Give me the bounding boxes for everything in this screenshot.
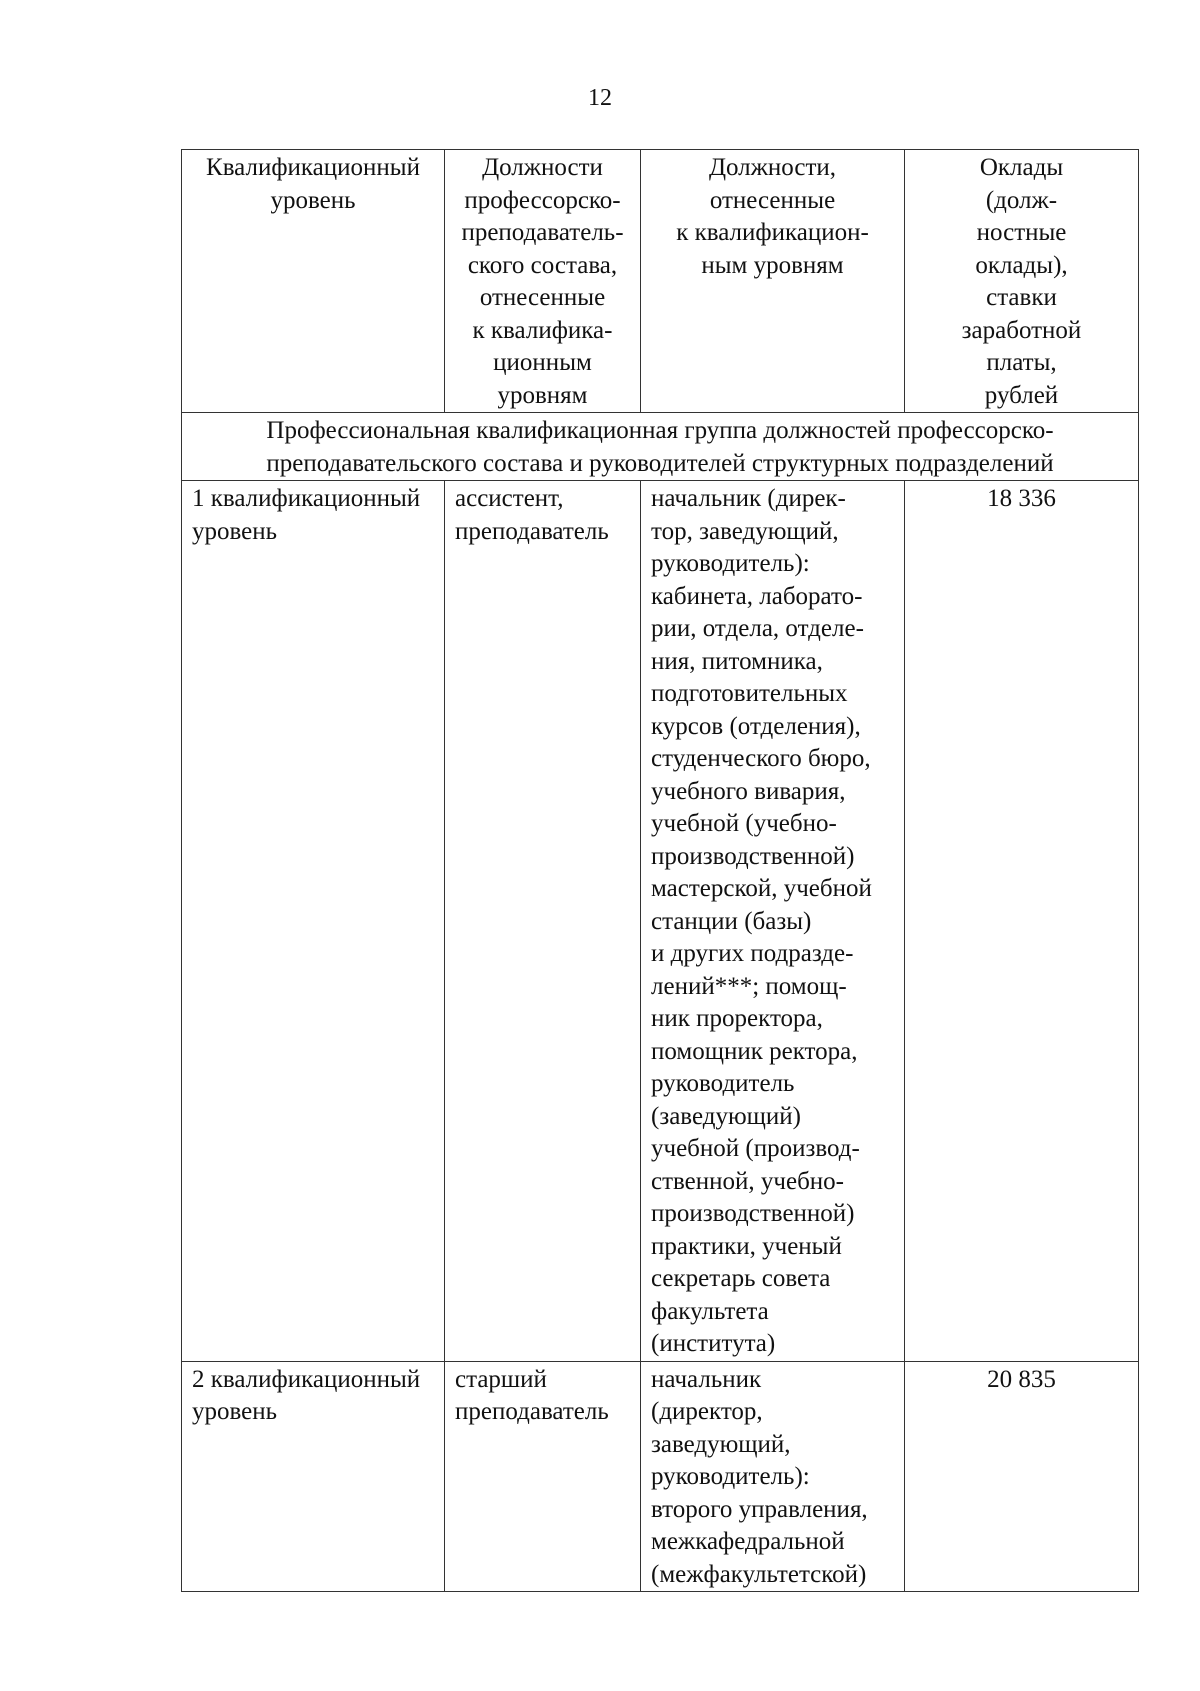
positions-cell: начальник (дирек- тор, заведующий, руководитель): кабинета, лаборато- рии, отдела, отделе- ния, питомника, подготовительных курсов (отделения), студенческого бюро, учебного вивария, учебной (учебно- производственной) мастерской, учебной станции (базы) и других подразде- лений***; помощ- ник проректора, помощник ректора, руководитель (заведующий) учебной (производ- ственной, учебно- производственной) практики, ученый секретарь совета факультета (института) [641, 481, 905, 1362]
teaching-positions-cell: ассистент, преподаватель [445, 481, 641, 1362]
table-row [182, 1361, 1139, 1592]
qualification-table [181, 149, 1139, 1592]
page-number: 12 [588, 85, 612, 111]
salary-cell: 18 336 [905, 481, 1139, 1362]
header-qualification-level: Квалификационный уровень [182, 150, 445, 413]
group-title: Профессиональная квалификационная группа должностей профессорско- преподавательского состава и руководителей структурных подразделений [182, 413, 1139, 481]
table-row [182, 481, 1139, 1362]
level-cell: 2 квалификационный уровень [182, 1361, 445, 1592]
header-salaries: Оклады (долж- ностные оклады), ставки заработной платы, рублей [905, 150, 1139, 413]
level-cell: 1 квалификационный уровень [182, 481, 445, 1362]
group-title-row [182, 413, 1139, 481]
table-header-row [182, 150, 1139, 413]
positions-cell: начальник (директор, заведующий, руководитель): второго управления, межкафедральной (межфакультетской) [641, 1361, 905, 1592]
teaching-positions-cell: старший преподаватель [445, 1361, 641, 1592]
header-positions: Должности, отнесенные к квалификацион- ным уровням [641, 150, 905, 413]
salary-cell: 20 835 [905, 1361, 1139, 1592]
header-teaching-positions: Должности профессорско- преподаватель- ского состава, отнесенные к квалифика- ционным уровням [445, 150, 641, 413]
